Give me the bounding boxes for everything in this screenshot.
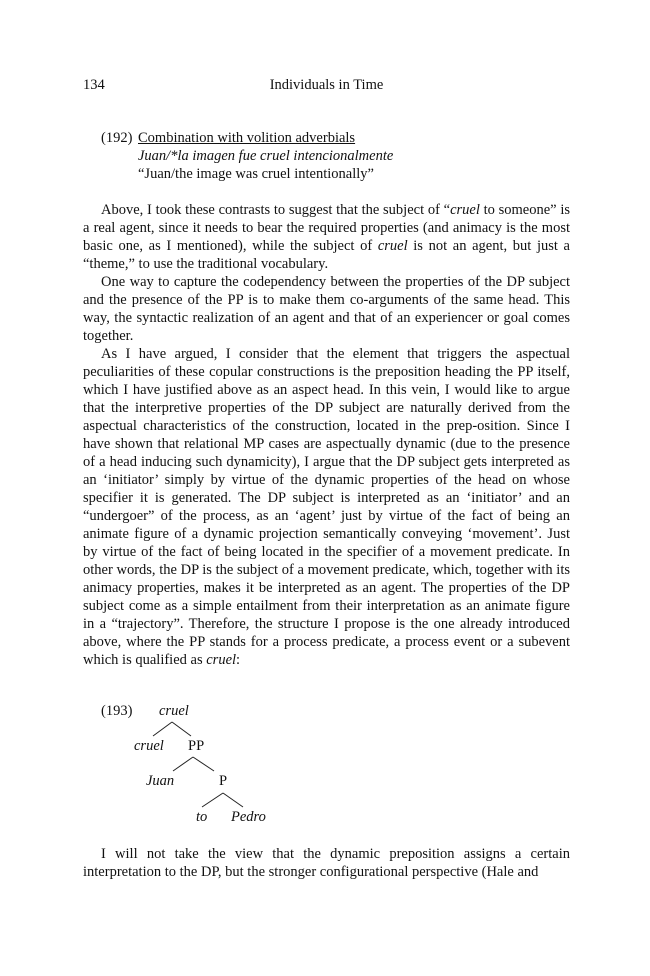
- branch-line: [223, 793, 243, 807]
- italic-term: cruel: [206, 652, 237, 668]
- italic-term: cruel: [377, 238, 408, 254]
- paragraph-2: One way to capture the codependency between the properties of the DP subject and the presence of the PP is to make them co-arguments of the same head. This way, the syntactic realization of an agent and that of an experiencer or goal comes together.: [83, 274, 570, 344]
- tree-node-root: cruel: [159, 703, 189, 719]
- body-text: [83, 201, 570, 669]
- tree-node-to: to: [196, 809, 208, 825]
- branch-line: [173, 757, 193, 771]
- page-number: 134: [83, 77, 105, 93]
- example-number: (192): [101, 130, 133, 146]
- text-run: :: [236, 652, 241, 668]
- tree-node-pedro: Pedro: [231, 809, 266, 825]
- tree-node-cruel: cruel: [134, 738, 164, 754]
- example-title: Combination with volition adverbials: [138, 130, 356, 146]
- running-title: Individuals in Time: [269, 77, 384, 93]
- tree-node-pp: PP: [188, 738, 205, 754]
- italic-term: cruel: [450, 202, 480, 218]
- branch-line: [193, 757, 214, 771]
- branch-line: [153, 722, 172, 736]
- paragraph-4: I will not take the view that the dynamic preposition assigns a certain interpretation to the DP, but the stronger configurational perspective (Hale and: [83, 846, 570, 880]
- example-193-tree: [83, 700, 383, 830]
- text-run: to someone” is a real agent, since it needs to bear the required properties (and animacy is the most basic one, as I mentioned), while the subject of: [83, 202, 570, 254]
- paragraph-3: [83, 345, 570, 669]
- example-lines: [138, 129, 393, 183]
- paragraph-1: [83, 201, 570, 273]
- branch-line: [172, 722, 191, 736]
- example-translation: “Juan/the image was cruel intentionally”: [138, 166, 374, 182]
- tree-node-juan: Juan: [146, 773, 175, 789]
- example-sentence: Juan/*la imagen fue cruel intencionalmente: [138, 148, 394, 164]
- text-run: As I have argued, I consider that the element that triggers the aspectual peculiarities of these copular constructions is the preposition heading the PP itself, which I have justified above as an aspect head. In this vein, I would like to argue that the interpretive properties of the DP subject are naturally derived from the aspectual characteristics of the construction, located in the prep-osition. Since I have shown that relational MP cases are aspectually dynamic (due to the presence of a head inducing such dynamicity), I argue that the DP subject gets interpreted as an ‘initiator’ simply by virtue of the dynamic properties of the head on whose specifier it is generated. The DP subject is interpreted as an ‘initiator’ and an “undergoer” of the process, as an ‘agent’ just by virtue of the fact of being an animate figure of a dynamic projection semantically conveying ‘movement’. Just by virtue of the fact of being located in the specifier of a movement predicate. In other words, the DP is the subject of a movement predicate, which, together with its animacy properties, makes it be interpreted as an agent. The properties of the DP subject come as a simple entailment from their interpretation as an animate figure in a “trajectory”. Therefore, the structure I propose is the one already introduced above, where the PP stands for a process predicate, a process event or a subevent which is qualified as: [83, 346, 570, 668]
- branch-line: [202, 793, 223, 807]
- text-run: is not an agent, but just a “theme,” to use the traditional vocabulary.: [83, 238, 570, 272]
- closing-text: [83, 845, 570, 881]
- tree-node-p: P: [219, 773, 228, 789]
- page-header: [83, 77, 570, 97]
- text-run: Above, I took these contrasts to suggest that the subject of “: [101, 202, 451, 218]
- example-number: (193): [101, 703, 133, 719]
